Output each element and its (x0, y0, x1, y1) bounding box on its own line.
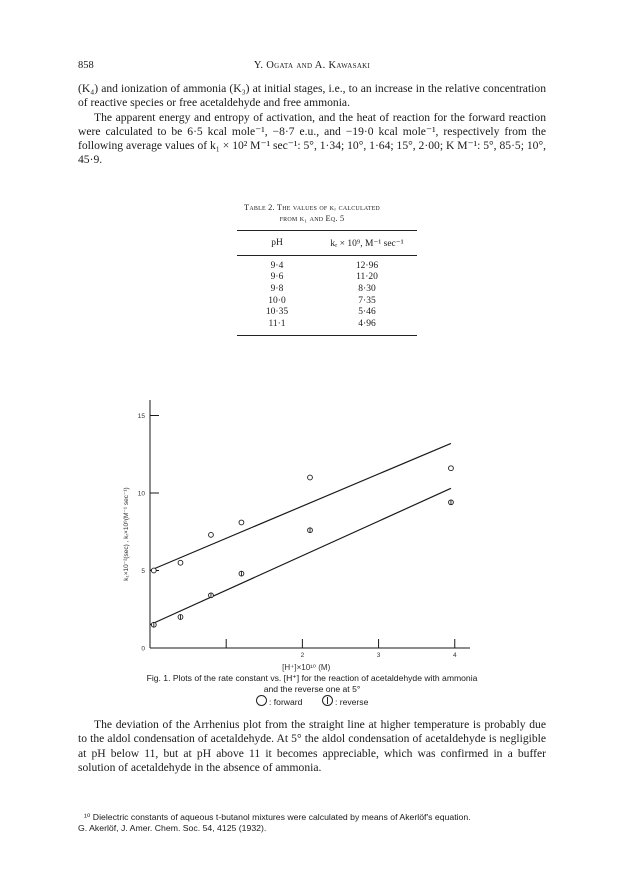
intro-paragraph-1: (K₄) and ionization of ammonia (K₃) at initial stages, i.e., to an increase in the relative concentration of reactive species or free acetaldehyde and free ammonia. (78, 82, 546, 110)
barred-circle-icon (322, 695, 333, 706)
data-point-forward (151, 568, 156, 573)
x-tick-label: 3 (376, 652, 381, 659)
page-number: 858 (78, 60, 94, 71)
fit-line-forward (150, 443, 451, 570)
data-point-forward (239, 520, 244, 525)
legend-reverse-label: : reverse (334, 697, 369, 708)
cell-kr: 12·96 (355, 260, 379, 271)
fit-line-reverse (150, 488, 451, 624)
figure-caption-line-1: Fig. 1. Plots of the rate constant vs. [H⁺] for the reaction of acetaldehyde with ammonia (146, 673, 478, 683)
cell-ph: 10·35 (265, 307, 289, 318)
y-tick-label: 10 (137, 490, 145, 498)
table-caption-line-2: from k₁ and Eq. 5 (279, 214, 345, 223)
open-circle-icon (256, 695, 267, 706)
footnote-line-1: ¹⁰ Dielectric constants of aqueous t-butanol mixtures were calculated by means of Akerlöf's equation. (84, 812, 471, 822)
header-kr: kᵣ × 10⁹, M⁻¹ sec⁻¹ (317, 231, 417, 256)
intro-paragraph-2: The apparent energy and entropy of activation, and the heat of reaction for the forward reaction were calculated to be 6·5 kcal mole⁻¹, −8·7 e.u., and −19·0 kcal mole⁻¹, respectively from the following average values of k₁ × 10² M⁻¹ sec⁻¹: 5°, 1·34; 10°, 1·64; 15°, 2·00; K M⁻¹: 5°, 85·5; 10°, 45·9. (78, 110, 546, 167)
table-caption-line-1: Table 2. The values of kᵣ calculated (244, 203, 380, 212)
footnote-line-2: G. Akerlöf, J. Amer. Chem. Soc. 54, 4125 (1932). (78, 823, 267, 834)
data-point-forward (178, 560, 183, 565)
y-tick-label: 5 (141, 568, 145, 575)
cell-kr: 7·35 (358, 295, 376, 306)
cell-kr: 11·20 (356, 272, 378, 283)
y-tick-label: 0 (141, 645, 145, 653)
cell-ph: 9·6 (270, 272, 284, 283)
data-point-forward (209, 532, 214, 537)
cell-kr: 4·96 (317, 318, 417, 335)
cell-ph: 9·8 (270, 283, 284, 294)
figure-caption (100, 673, 524, 709)
footnote (78, 812, 546, 835)
x-tick-label: 4 (452, 652, 457, 659)
header-ph: pH (237, 231, 317, 256)
y-axis-label: k₁×10⁻²(sec) , kᵣ×10⁹(M⁻¹ sec⁻¹) (123, 487, 130, 581)
conclusion-paragraph: The deviation of the Arrhenius plot from the straight line at higher temperature is probably due to the aldol condensation of acetaldehyde. At 5° the aldol condensation of acetaldehyde is negligible at pH below 11, but at pH above 11 it becomes appreciable, which was confirmed in a buffer solution of acetaldehyde in the absence of ammonia. (78, 718, 546, 774)
data-point-forward (308, 475, 313, 480)
figure-legend (100, 695, 524, 708)
conclusion-text (78, 718, 546, 775)
y-tick-label: 15 (137, 413, 145, 420)
legend-forward-label: : forward (269, 697, 303, 708)
author-running-title: Y. Ogata and A. Kawasaki (253, 60, 371, 71)
cell-ph: 9·4 (270, 260, 284, 271)
x-axis-label: [H⁺]×10¹⁰ (M) (282, 663, 331, 672)
cell-kr: 5·46 (358, 307, 376, 318)
cell-ph: 11·1 (237, 318, 317, 335)
cell-ph: 10·0 (268, 295, 286, 306)
cell-kr: 8·30 (358, 283, 376, 294)
x-tick-label: 2 (300, 652, 305, 659)
figure-caption-line-2: and the reverse one at 5° (263, 684, 361, 695)
data-point-forward (449, 466, 454, 471)
